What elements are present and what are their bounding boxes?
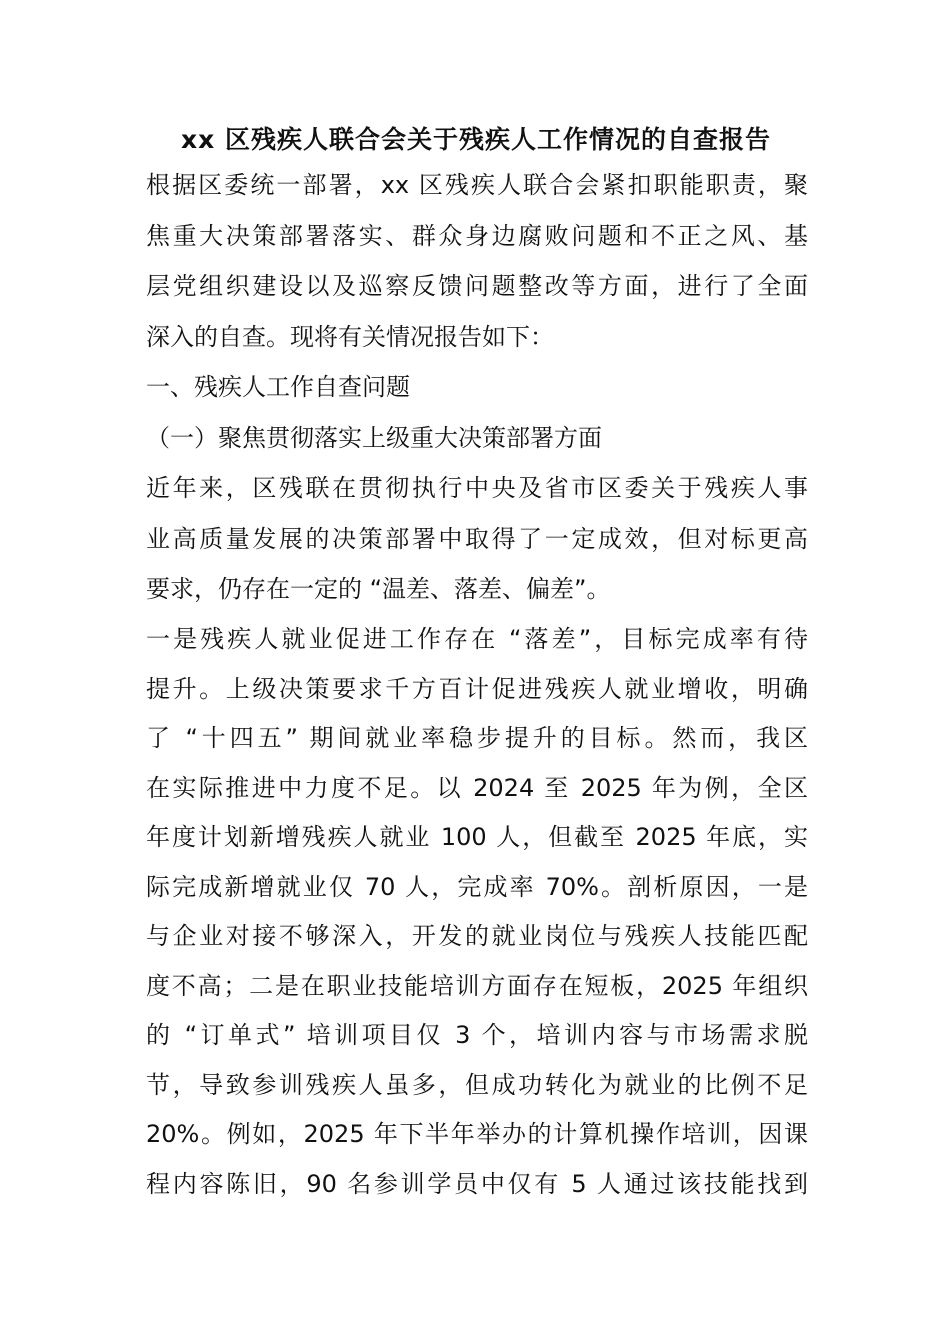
paragraph-line: 在实际推进中力度不足。以 2024 至 2025 年为例，全区 [146,774,808,802]
paragraph-line: 年度计划新增残疾人就业 100 人，但截至 2025 年底，实 [146,823,808,851]
subsection-heading: （一）聚焦贯彻落实上级重大决策部署方面 [146,424,602,452]
paragraph-line: 根据区委统一部署，xx 区残疾人联合会紧扣职能职责，聚 [146,171,808,199]
paragraph-line: 程内容陈旧，90 名参训学员中仅有 5 人通过该技能找到 [146,1170,808,1198]
paragraph-line: 业高质量发展的决策部署中取得了一定成效，但对标更高 [146,525,808,553]
paragraph-line: 际完成新增就业仅 70 人，完成率 70%。剖析原因，一是 [146,873,808,901]
paragraph-line: 了 “十四五” 期间就业率稳步提升的目标。然而，我区 [146,724,808,752]
document-title: xx 区残疾人联合会关于残疾人工作情况的自查报告 [181,125,771,154]
paragraph-line: 与企业对接不够深入，开发的就业岗位与残疾人技能匹配 [146,922,808,950]
section-heading: 一、残疾人工作自查问题 [146,373,410,401]
paragraph-line: 20%。例如，2025 年下半年举办的计算机操作培训，因课 [146,1120,808,1148]
paragraph-line: 一是残疾人就业促进工作存在 “落差”，目标完成率有待 [146,625,808,653]
paragraph-line: 焦重大决策部署落实、群众身边腐败问题和不正之风、基 [146,222,808,250]
paragraph-line: 度不高；二是在职业技能培训方面存在短板，2025 年组织 [146,972,808,1000]
paragraph-line: 层党组织建设以及巡察反馈问题整改等方面，进行了全面 [146,272,808,300]
paragraph-line: 要求，仍存在一定的 “温差、落差、偏差”。 [146,575,611,603]
paragraph-line: 的 “订单式” 培训项目仅 3 个，培训内容与市场需求脱 [146,1021,808,1049]
paragraph-line: 深入的自查。现将有关情况报告如下： [146,323,554,351]
paragraph-line: 节，导致参训残疾人虽多，但成功转化为就业的比例不足 [146,1071,808,1099]
paragraph-line: 提升。上级决策要求千方百计促进残疾人就业增收，明确 [146,675,808,703]
paragraph-line: 近年来，区残联在贯彻执行中央及省市区委关于残疾人事 [146,474,808,502]
